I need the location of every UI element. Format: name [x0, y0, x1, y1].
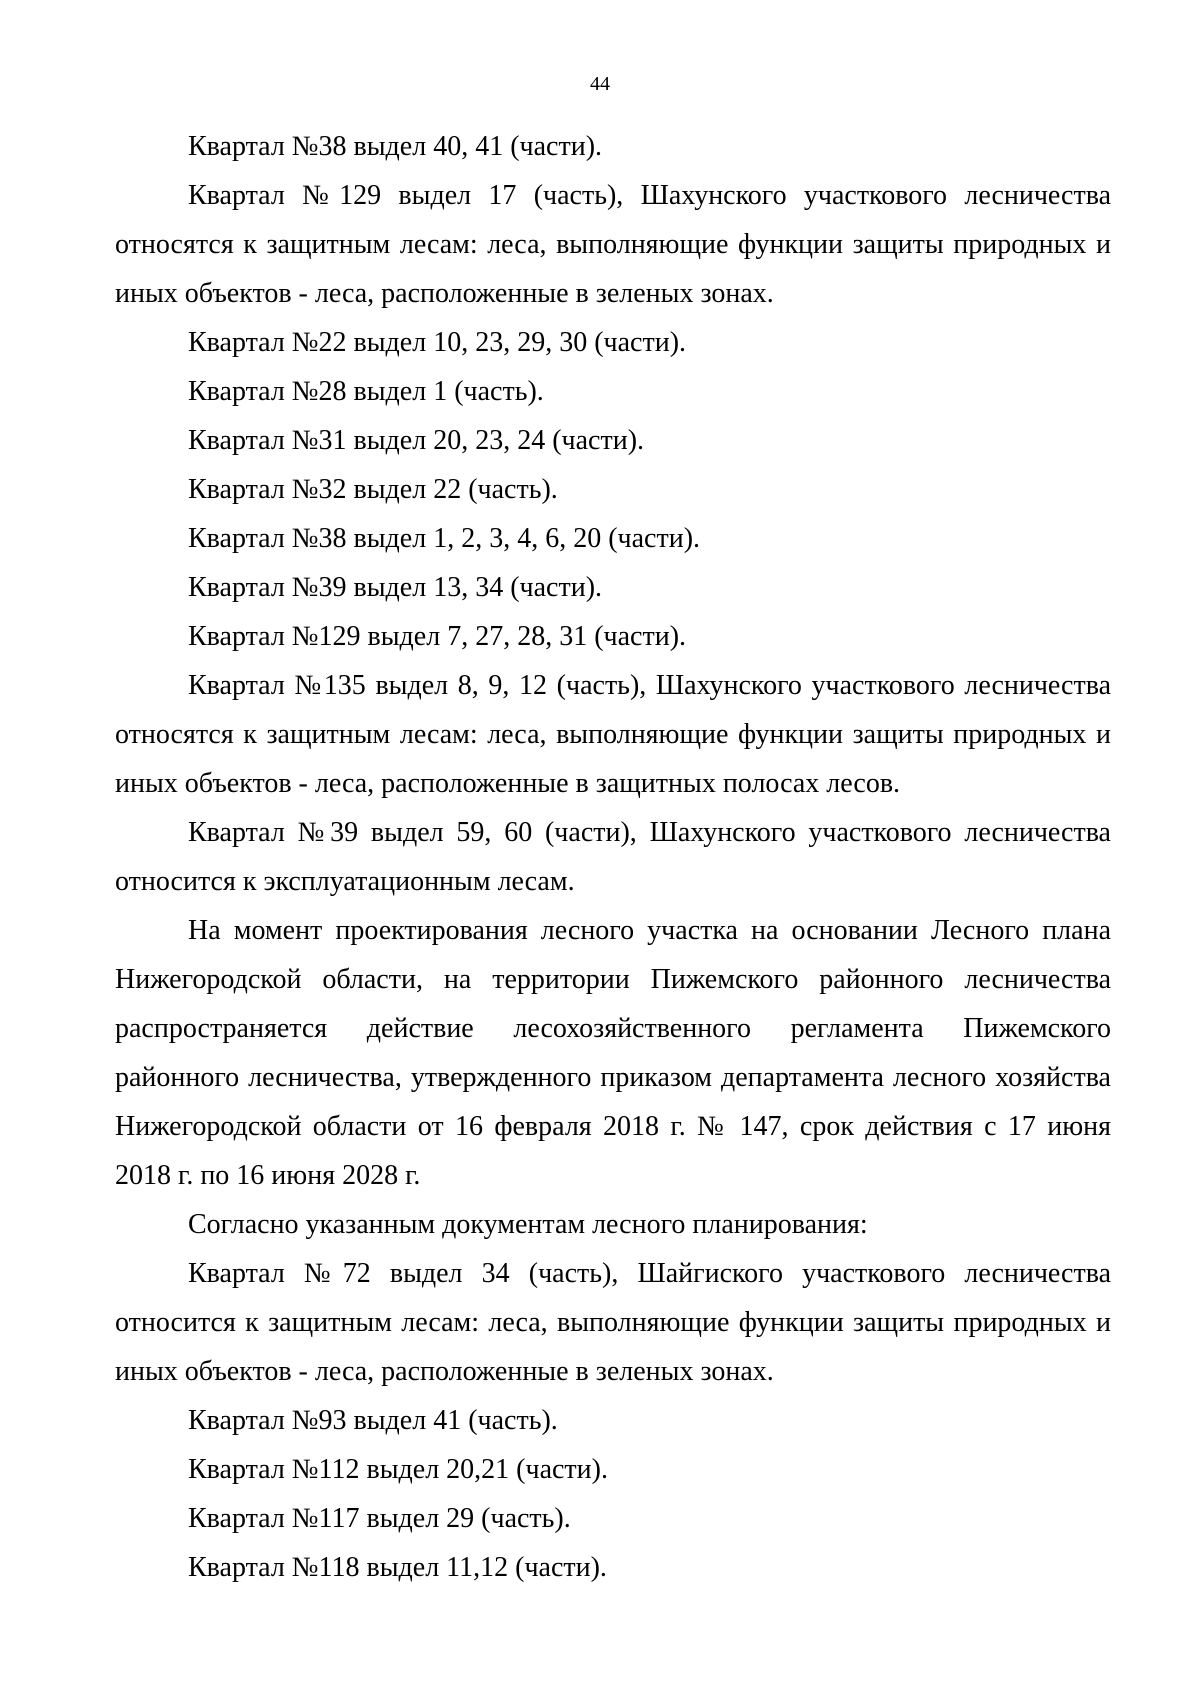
paragraph: Квартал №135 выдел 8, 9, 12 (часть), Шахунского участкового лесничества относятся к защитным лесам: леса, выполняющие функции защиты природных и иных объектов - леса, расположенные в защитных полосах лесов. [115, 670, 1111, 799]
paragraph: Квартал №32 выдел 22 (часть). [188, 474, 558, 505]
paragraph: Квартал №31 выдел 20, 23, 24 (части). [188, 425, 645, 456]
page-number: 44 [590, 73, 610, 95]
paragraph: Квартал №118 выдел 11,12 (части). [188, 1552, 607, 1583]
paragraph: Квартал №38 выдел 40, 41 (части). [188, 131, 603, 162]
paragraph: Квартал №28 выдел 1 (часть). [188, 376, 544, 407]
paragraph: Квартал №72 выдел 34 (часть), Шайгиского участкового лесничества относится к защитным лесам: леса, выполняющие функции защиты природных и иных объектов - леса, расположенные в зеленых зонах. [115, 1258, 1111, 1387]
paragraph: Квартал №39 выдел 59, 60 (части), Шахунского участкового лесничества относится к эксплуатационным лесам. [115, 817, 1111, 897]
paragraph: Квартал №93 выдел 41 (часть). [188, 1405, 558, 1436]
paragraph: Квартал №38 выдел 1, 2, 3, 4, 6, 20 (части). [188, 523, 701, 554]
paragraph: Согласно указанным документам лесного планирования: [188, 1209, 868, 1240]
paragraph: Квартал №39 выдел 13, 34 (части). [188, 572, 603, 603]
paragraph: Квартал №129 выдел 7, 27, 28, 31 (части). [188, 621, 687, 652]
paragraph: Квартал №22 выдел 10, 23, 29, 30 (части). [188, 327, 687, 358]
paragraph: На момент проектирования лесного участка на основании Лесного плана Нижегородской области, на территории Пижемского районного лесничества распространяется действие лесохозяйственного регламента Пижемского районного лесничества, утвержденного приказом департамента лесного хозяйства Нижегородской области от 16 февраля 2018 г. № 147, срок действия с 17 июня 2018 г. по 16 июня 2028 г. [115, 915, 1111, 1191]
document-body [115, 122, 1111, 1592]
paragraph: Квартал №117 выдел 29 (часть). [188, 1503, 571, 1534]
paragraph: Квартал №129 выдел 17 (часть), Шахунского участкового лесничества относятся к защитным лесам: леса, выполняющие функции защиты природных и иных объектов - леса, расположенные в зеленых зонах. [115, 180, 1111, 309]
paragraph: Квартал №112 выдел 20,21 (части). [188, 1454, 608, 1485]
